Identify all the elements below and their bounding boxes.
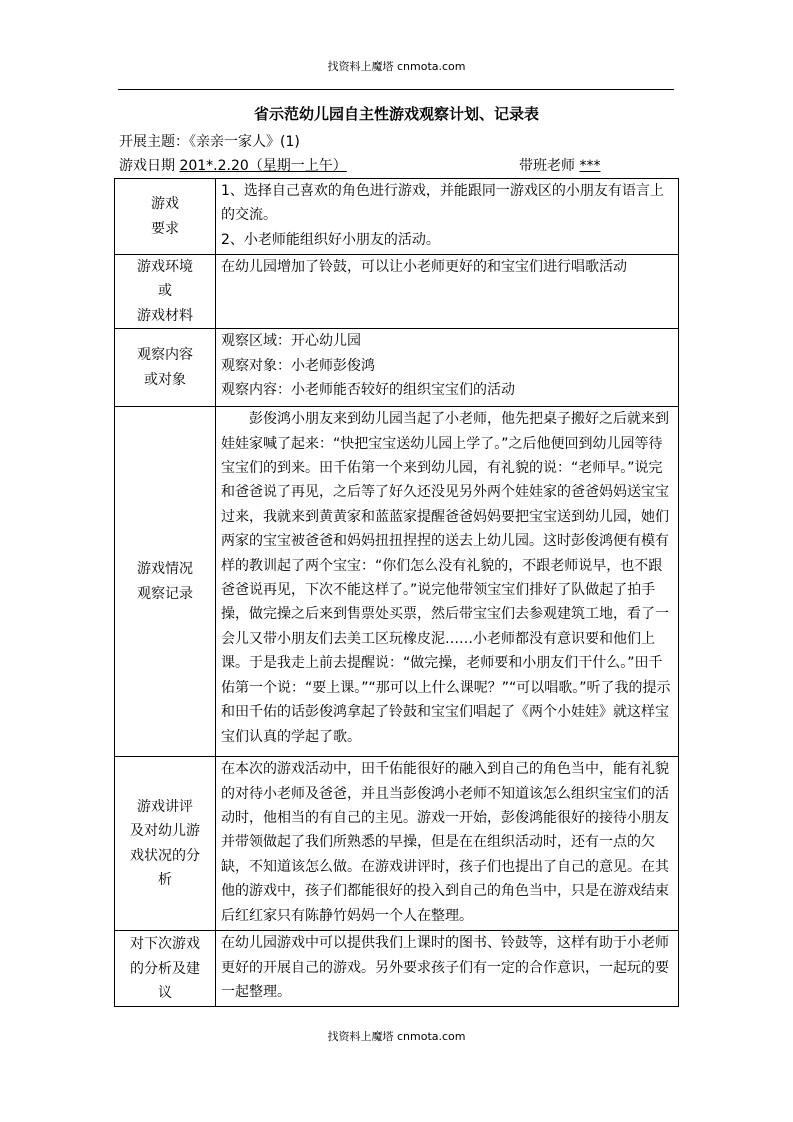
- date-line: [119, 155, 679, 175]
- row-record: [115, 407, 679, 757]
- theme-label: 开展主题：: [119, 134, 189, 150]
- page-footer: 找资料上魔塔 cnmota.com: [327, 1030, 466, 1043]
- row-observation: [115, 329, 679, 407]
- content-requirements: [216, 179, 679, 255]
- content-analysis: 在本次的游戏活动中，田千佑能很好的融入到自己的角色当中，能有礼貌的对待小老师及爸爸，并且当彭俊鸿小老师不知道该怎么组织宝宝们的活动时，他相当的有自己的主见。游戏一开始，彭俊鸿能很好的接待小朋友并带领做起了我们所熟悉的早操，但是在在组织活动时，还有一点的欠缺，不知道该怎么做。在游戏讲评时，孩子们也提出了自己的意见。在其他的游戏中，孩子们都能很好的投入到自己的角色当中，只是在游戏结束后红红家只有陈静竹妈妈一个人在整理。: [216, 757, 679, 931]
- date-value: 201*.2.20（星期一上午）: [179, 158, 347, 174]
- observation-line-3: 观察内容：小老师能否较好的组织宝宝们的活动: [221, 382, 515, 399]
- content-environment: 在幼儿园增加了铃鼓，可以让小老师更好的和宝宝们进行唱歌活动: [216, 255, 679, 329]
- requirement-line-1: 1、选择自己喜欢的角色进行游戏，并能跟同一游戏区的小朋友有语言上的交流。: [221, 183, 664, 224]
- label-requirements: 游戏 要求: [115, 179, 216, 255]
- label-observation: 观察内容 或对象: [115, 329, 216, 407]
- page-header: 找资料上魔塔 cnmota.com: [327, 60, 466, 73]
- row-next: [115, 931, 679, 1007]
- theme-value: 《亲亲一家人》(1): [189, 134, 300, 150]
- content-record: 彭俊鸿小朋友来到幼儿园当起了小老师，他先把桌子搬好之后就来到娃娃家喊了起来：“快把宝宝送幼儿园上学了。”之后他便回到幼儿园等待宝宝们的到来。田千佑第一个来到幼儿园，有礼貌的说：“老师早。”说完和爸爸说了再见，之后等了好久还没见另外两个娃娃家的爸爸妈妈送宝宝过来，我就来到黄黄家和蓝蓝家提醒爸爸妈妈要把宝宝送到幼儿园，她们两家的宝宝被爸爸和妈妈扭扭捏捏的送去上幼儿园。这时彭俊鸿便有模有样的教训起了两个宝宝：“你们怎么没有礼貌的，不跟老师说早，也不跟爸爸说再见，下次不能这样了。”说完他带领宝宝们排好了队做起了拍手操，做完操之后来到售票处买票，然后带宝宝们去参观建筑工地，看了一会儿又带小朋友们去美工区玩橡皮泥……小老师都没有意识要和他们上课。于是我走上前去提醒说：“做完操，老师要和小朋友们干什么。”田千佑第一个说：“要上课。”“那可以上什么课呢？”“可以唱歌。”听了我的提示和田千佑的话彭俊鸿拿起了铃鼓和宝宝们唱起了《两个小娃娃》就这样宝宝们认真的学起了歌。: [216, 407, 679, 757]
- row-environment: [115, 255, 679, 329]
- record-table: [114, 178, 679, 1007]
- label-next: 对下次游戏 的分析及建 议: [115, 931, 216, 1007]
- teacher-label: 带班老师: [519, 158, 580, 174]
- label-analysis: 游戏讲评 及对幼儿游 戏状况的分 析: [115, 757, 216, 931]
- label-environment: 游戏环境 或 游戏材料: [115, 255, 216, 329]
- row-requirements: [115, 179, 679, 255]
- content-observation: [216, 329, 679, 407]
- content-next: 在幼儿园游戏中可以提供我们上课时的图书、铃鼓等，这样有助于小老师更好的开展自己的游戏。另外要求孩子们有一定的合作意识，一起玩的要一起整理。: [216, 931, 679, 1007]
- teacher-value: ***: [579, 158, 601, 174]
- requirement-line-2: 2、小老师能组织好小朋友的活动。: [221, 231, 440, 248]
- observation-line-2: 观察对象：小老师彭俊鸿: [221, 357, 375, 374]
- teacher-field: [519, 155, 600, 175]
- theme-line: [119, 131, 300, 151]
- header-divider: [118, 89, 674, 90]
- row-analysis: [115, 757, 679, 931]
- observation-line-1: 观察区域：开心幼儿园: [221, 333, 361, 350]
- date-label: 游戏日期: [119, 158, 180, 174]
- label-record: 游戏情况 观察记录: [115, 407, 216, 757]
- document-title: 省示范幼儿园自主性游戏观察计划、记录表: [253, 105, 539, 123]
